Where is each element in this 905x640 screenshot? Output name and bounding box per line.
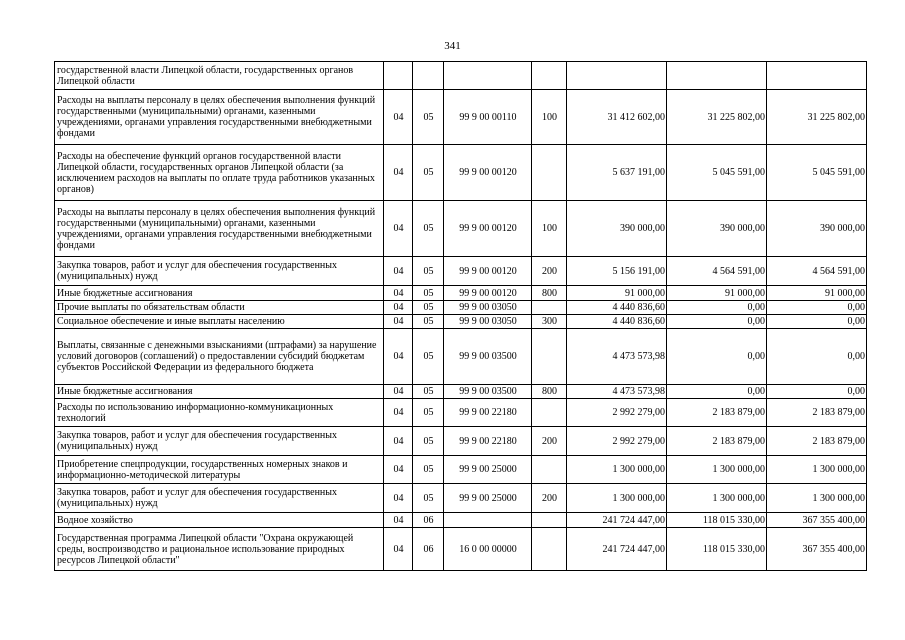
expense-type-code: 800 (532, 286, 567, 301)
target-article-code: 16 0 00 00000 (444, 528, 532, 571)
amount-year-1: 1 300 000,00 (567, 456, 667, 484)
amount-year-2: 91 000,00 (667, 286, 767, 301)
table-row (55, 90, 867, 145)
expense-type-code: 100 (532, 90, 567, 145)
target-article-code: 99 9 00 03050 (444, 315, 532, 329)
amount-year-3: 390 000,00 (767, 201, 867, 257)
amount-year-2: 0,00 (667, 385, 767, 399)
amount-year-3: 1 300 000,00 (767, 456, 867, 484)
target-article-code: 99 9 00 00120 (444, 286, 532, 301)
section-code: 04 (384, 385, 413, 399)
target-article-code: 99 9 00 25000 (444, 484, 532, 513)
table-row (55, 286, 867, 301)
amount-year-1: 4 473 573,98 (567, 385, 667, 399)
amount-year-3: 1 300 000,00 (767, 484, 867, 513)
table-row (55, 399, 867, 427)
section-code: 04 (384, 286, 413, 301)
amount-year-3: 0,00 (767, 385, 867, 399)
table-row (55, 329, 867, 385)
subsection-code: 05 (413, 257, 444, 286)
section-code: 04 (384, 201, 413, 257)
target-article-code: 99 9 00 00120 (444, 201, 532, 257)
subsection-code: 05 (413, 427, 444, 456)
subsection-code: 05 (413, 456, 444, 484)
row-name: Расходы на выплаты персоналу в целях обеспечения выполнения функций государственными (муниципальными) органами, казенными учреждениями, органами управления государственными внебюджетными фондами (55, 90, 384, 145)
target-article-code (444, 62, 532, 90)
subsection-code: 06 (413, 528, 444, 571)
expense-type-code: 800 (532, 385, 567, 399)
row-name: Приобретение спецпродукции, государственных номерных знаков и информационно-методической литературы (55, 456, 384, 484)
expense-type-code: 100 (532, 201, 567, 257)
table-row (55, 456, 867, 484)
amount-year-3: 367 355 400,00 (767, 513, 867, 528)
subsection-code: 05 (413, 301, 444, 315)
table-row (55, 315, 867, 329)
table-row (55, 201, 867, 257)
subsection-code: 05 (413, 329, 444, 385)
table-row (55, 513, 867, 528)
row-name: Расходы на обеспечение функций органов государственной власти Липецкой области, государственных органов Липецкой области (за исключением расходов на выплаты по оплате труда работников указанных органов) (55, 145, 384, 201)
section-code: 04 (384, 456, 413, 484)
target-article-code: 99 9 00 00110 (444, 90, 532, 145)
amount-year-3: 0,00 (767, 301, 867, 315)
amount-year-1: 241 724 447,00 (567, 513, 667, 528)
expense-type-code (532, 399, 567, 427)
amount-year-3: 0,00 (767, 315, 867, 329)
expense-type-code (532, 62, 567, 90)
expense-type-code: 300 (532, 315, 567, 329)
row-name: Закупка товаров, работ и услуг для обеспечения государственных (муниципальных) нужд (55, 257, 384, 286)
expense-type-code (532, 528, 567, 571)
amount-year-2: 1 300 000,00 (667, 484, 767, 513)
amount-year-1: 2 992 279,00 (567, 427, 667, 456)
subsection-code (413, 62, 444, 90)
section-code: 04 (384, 315, 413, 329)
subsection-code: 05 (413, 145, 444, 201)
target-article-code (444, 513, 532, 528)
table-row (55, 145, 867, 201)
expense-type-code: 200 (532, 484, 567, 513)
subsection-code: 05 (413, 90, 444, 145)
table-row (55, 427, 867, 456)
row-name: Иные бюджетные ассигнования (55, 286, 384, 301)
row-name: Государственная программа Липецкой области "Охрана окружающей среды, воспроизводство и рациональное использование природных ресурсов Липецкой области" (55, 528, 384, 571)
budget-table-body (55, 62, 867, 571)
amount-year-1: 4 473 573,98 (567, 329, 667, 385)
section-code: 04 (384, 301, 413, 315)
subsection-code: 05 (413, 385, 444, 399)
expense-type-code (532, 145, 567, 201)
amount-year-3: 2 183 879,00 (767, 427, 867, 456)
amount-year-1: 5 637 191,00 (567, 145, 667, 201)
target-article-code: 99 9 00 22180 (444, 399, 532, 427)
section-code: 04 (384, 528, 413, 571)
amount-year-2: 31 225 802,00 (667, 90, 767, 145)
amount-year-2: 0,00 (667, 329, 767, 385)
section-code: 04 (384, 90, 413, 145)
target-article-code: 99 9 00 03050 (444, 301, 532, 315)
row-name: Закупка товаров, работ и услуг для обеспечения государственных (муниципальных) нужд (55, 484, 384, 513)
page-number: 341 (444, 40, 461, 52)
section-code: 04 (384, 484, 413, 513)
table-row (55, 528, 867, 571)
table-row (55, 301, 867, 315)
row-name: Социальное обеспечение и иные выплаты населению (55, 315, 384, 329)
section-code: 04 (384, 145, 413, 201)
expense-type-code (532, 329, 567, 385)
subsection-code: 06 (413, 513, 444, 528)
expense-type-code (532, 513, 567, 528)
target-article-code: 99 9 00 00120 (444, 257, 532, 286)
amount-year-3: 367 355 400,00 (767, 528, 867, 571)
amount-year-2: 0,00 (667, 315, 767, 329)
expense-type-code (532, 301, 567, 315)
amount-year-3: 4 564 591,00 (767, 257, 867, 286)
amount-year-1: 2 992 279,00 (567, 399, 667, 427)
section-code: 04 (384, 399, 413, 427)
row-name: Водное хозяйство (55, 513, 384, 528)
table-row (55, 62, 867, 90)
row-name: Прочие выплаты по обязательствам области (55, 301, 384, 315)
section-code: 04 (384, 257, 413, 286)
section-code: 04 (384, 329, 413, 385)
amount-year-1: 390 000,00 (567, 201, 667, 257)
row-name: Закупка товаров, работ и услуг для обеспечения государственных (муниципальных) нужд (55, 427, 384, 456)
target-article-code: 99 9 00 00120 (444, 145, 532, 201)
amount-year-3: 91 000,00 (767, 286, 867, 301)
amount-year-1: 91 000,00 (567, 286, 667, 301)
budget-table (54, 61, 867, 571)
expense-type-code: 200 (532, 427, 567, 456)
target-article-code: 99 9 00 25000 (444, 456, 532, 484)
amount-year-3: 2 183 879,00 (767, 399, 867, 427)
subsection-code: 05 (413, 484, 444, 513)
table-row (55, 484, 867, 513)
amount-year-2: 118 015 330,00 (667, 513, 767, 528)
section-code: 04 (384, 513, 413, 528)
amount-year-1: 4 440 836,60 (567, 301, 667, 315)
amount-year-2: 118 015 330,00 (667, 528, 767, 571)
row-name: Расходы по использованию информационно-коммуникационных технологий (55, 399, 384, 427)
row-name: Выплаты, связанные с денежными взысканиями (штрафами) за нарушение условий договоров (соглашений) о предоставлении субсидий бюджетам субъектов Российской Федерации из федерального бюджета (55, 329, 384, 385)
row-name: Иные бюджетные ассигнования (55, 385, 384, 399)
row-name: государственной власти Липецкой области, государственных органов Липецкой области (55, 62, 384, 90)
amount-year-3 (767, 62, 867, 90)
amount-year-3: 5 045 591,00 (767, 145, 867, 201)
subsection-code: 05 (413, 286, 444, 301)
amount-year-2: 1 300 000,00 (667, 456, 767, 484)
amount-year-2: 5 045 591,00 (667, 145, 767, 201)
amount-year-1: 1 300 000,00 (567, 484, 667, 513)
amount-year-1: 5 156 191,00 (567, 257, 667, 286)
amount-year-2 (667, 62, 767, 90)
target-article-code: 99 9 00 03500 (444, 329, 532, 385)
expense-type-code (532, 456, 567, 484)
section-code: 04 (384, 427, 413, 456)
amount-year-2: 390 000,00 (667, 201, 767, 257)
amount-year-1: 31 412 602,00 (567, 90, 667, 145)
subsection-code: 05 (413, 201, 444, 257)
table-row (55, 257, 867, 286)
amount-year-1 (567, 62, 667, 90)
amount-year-1: 241 724 447,00 (567, 528, 667, 571)
amount-year-1: 4 440 836,60 (567, 315, 667, 329)
amount-year-2: 2 183 879,00 (667, 399, 767, 427)
subsection-code: 05 (413, 399, 444, 427)
section-code (384, 62, 413, 90)
expense-type-code: 200 (532, 257, 567, 286)
subsection-code: 05 (413, 315, 444, 329)
amount-year-2: 2 183 879,00 (667, 427, 767, 456)
target-article-code: 99 9 00 22180 (444, 427, 532, 456)
amount-year-2: 4 564 591,00 (667, 257, 767, 286)
amount-year-3: 0,00 (767, 329, 867, 385)
target-article-code: 99 9 00 03500 (444, 385, 532, 399)
row-name: Расходы на выплаты персоналу в целях обеспечения выполнения функций государственными (муниципальными) органами, казенными учреждениями, органами управления государственными внебюджетными фондами (55, 201, 384, 257)
amount-year-3: 31 225 802,00 (767, 90, 867, 145)
table-row (55, 385, 867, 399)
amount-year-2: 0,00 (667, 301, 767, 315)
